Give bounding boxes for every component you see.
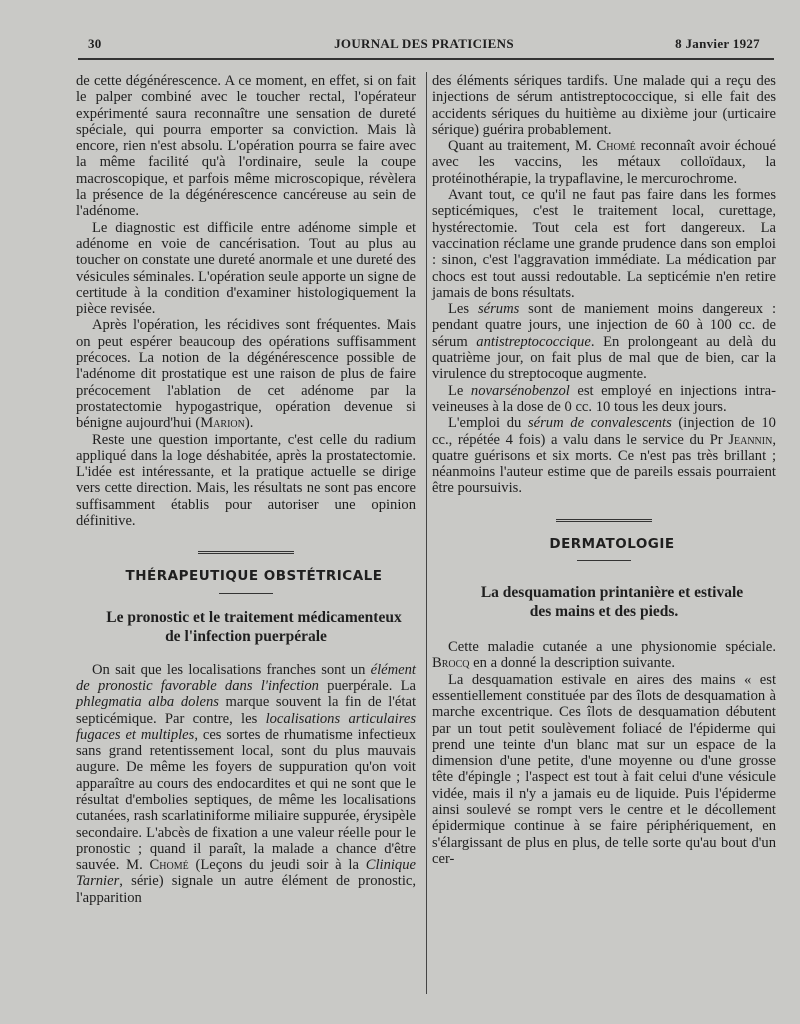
left-column bbox=[76, 73, 416, 906]
section-heading: DERMATOLOGIE bbox=[549, 535, 675, 552]
header-rule bbox=[78, 58, 774, 60]
issue-date: 8 Janvier 1927 bbox=[675, 36, 760, 51]
right-column bbox=[432, 73, 776, 867]
paragraph: des éléments sériques tardifs. Une malade qui a reçu des injections de sérum antistreptococcique, si elle fait des accidents sériques du huitième au dixième jour (urticaire sérique) guérira probablement. bbox=[432, 73, 776, 138]
paragraph: de cette dégénérescence. A ce moment, en effet, si on fait le palper combiné avec le toucher rectal, l'opérateur expérimenté saura reconnaître une sensation de dureté spéciale, qui pourra emporter sa conviction. Mais là encore, rien n'est absolu. L'opération pourra se faire avec la même facilité qu'à l'ordinaire, seule la coupe macroscopique, et parfois même microscopique, révèlera la présence de la dégénérescence cancéreuse au sein de l'adénome. bbox=[76, 73, 416, 220]
author-name: Jeannin bbox=[728, 431, 773, 448]
paragraph: Le novarsénobenzol est employé en injections intra-veineuses à la dose de 0 cc. 10 tous les deux jours. bbox=[432, 382, 777, 415]
author-name: Chomé bbox=[149, 857, 189, 874]
paragraph: L'emploi du sérum de convalescents (injection de 10 cc., répétée 4 fois) a valu dans le service du Pr Jeannin, quatre guérisons et six morts. Ce n'est pas très brillant ; néanmoins l'auteur estime que de pareils essais pourraient être poursuivis. bbox=[432, 415, 776, 497]
paragraph: Avant tout, ce qu'il ne faut pas faire dans les formes septicémiques, c'est le traitement local, curettage, hystérectomie. Tout cela est fort dangereux. La vaccination réclame une grande prudence dans son emploi : sinon, c'est l'aggravation immédiate. La médication par chocs est tout aussi redoutable. La septicémie n'en retire jamais de bons résultats. bbox=[432, 187, 776, 301]
paragraph: Après l'opération, les récidives sont fréquentes. Mais on peut espérer beaucoup des opérations suffisamment précoces. La notion de la dégénérescence possible de l'adénome dit prostatique est une raison de plus de faire précocement l'ablation de cet adénome par la prostatectomie hypogastrique, opération devenue si bénigne aujourd'hui (Marion). bbox=[76, 317, 416, 432]
column-divider bbox=[426, 72, 427, 994]
author-name: Chomé bbox=[596, 138, 636, 155]
author-name: Marion bbox=[200, 415, 245, 432]
paragraph: Reste une question importante, c'est celle du radium appliqué dans la loge déshabitée, après la prostatectomie. L'idée est intéressante, et la pratique actuelle se dirige vers cette direction. Mais, les résultats ne sont pas encore suffisamment établis pour autoriser une opinion définitive. bbox=[76, 431, 416, 530]
section-heading: THÉRAPEUTIQUE OBSTÉTRICALE bbox=[125, 568, 383, 585]
paragraph: Les sérums sont de maniement moins dangereux : pendant quatre jours, une injection de 60 à 100 cc. de sérum antistreptococcique. En prolongeant au delà du quatrième jour, on fait plus de mal que de bien, car la virulence du streptocoque augmente. bbox=[432, 301, 776, 383]
paragraph: Quant au traitement, M. Chomé reconnaît avoir échoué avec les vaccins, les métaux colloïdaux, la protéinothérapie, la trypaflavine, le mercurochrome. bbox=[432, 138, 777, 187]
paragraph: Cette maladie cutanée a une physionomie spéciale. Brocq en a donné la description suivante. bbox=[432, 639, 776, 672]
paragraph: La desquamation estivale en aires des mains « est essentiellement constituée par des îlots de desquamation à marche excentrique. Ces îlots de desquamation débutent par un tout petit soulèvement foliacé de l'épiderme qui prend une teinte d'un blanc mat sur un espace de la dimension d'une petite, d'une moyenne ou d'une grosse tête d'épingle ; l'aspect est tout à fait celui d'une vésicule vidée, mais il n'y a jamais eu de liquide. Puis l'épiderme ainsi soulevé se rompt vers le centre et le décollement épidermique continue à se faire périphériquement, en s'élargissant de plus en plus, de telle sorte qu'au bout d'un cer- bbox=[432, 671, 776, 867]
article-title: Le pronostic et le traitement médicamenteux de l'infection puerpérale bbox=[106, 608, 402, 645]
page-number: 30 bbox=[88, 36, 102, 51]
journal-title: JOURNAL DES PRATICIENS bbox=[334, 36, 514, 51]
paragraph: On sait que les localisations franches sont un élément de pronostic favorable dans l'infection puerpérale. La phlegmatia alba dolens marque souvent la fin de l'état septicémique. Par contre, les localisations articulaires fugaces et multiples, ces sortes de rhumatisme infectieux sans grand retentissement local, sont du plus mauvais augure. De même les foyers de suppuration qu'on voit apparaître au cours des endocardites et qui ne sont que le résultat d'embolies septiques, de même les localisations cutanées, rash scarlatiniforme miliaire suppurée, érysipèle secondaire. L'abcès de fixation a une valeur réelle pour le pronostic ; quand il paraît, la malade a chance d'être sauvée. M. Chomé (Leçons du jeudi soir à la Clinique Tarnier, série) signale un autre élément de pronostic, l'apparition bbox=[76, 661, 417, 906]
paragraph: Le diagnostic est difficile entre adénome simple et adénome en voie de cancérisation. Tout au plus au toucher on constate une dureté anormale et une dureté des vésicules séminales. L'opération seule apporte un signe de certitude à la condition d'examiner histologiquement la pièce revisée. bbox=[76, 219, 416, 318]
article-title: La desquamation printanière et estivale des mains et des pieds. bbox=[480, 584, 744, 621]
author-name: Brocq bbox=[432, 655, 470, 672]
running-head bbox=[88, 36, 760, 56]
